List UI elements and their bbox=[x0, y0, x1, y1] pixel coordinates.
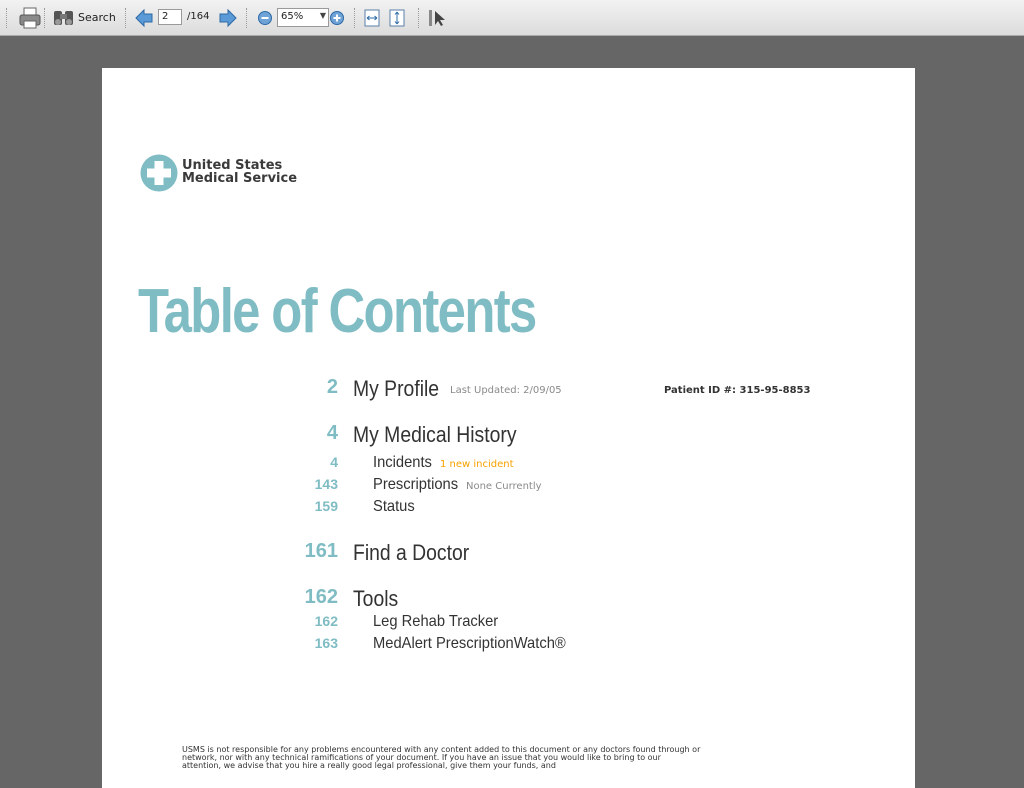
toolbar-grip bbox=[418, 8, 421, 28]
logo-line-1: United States bbox=[182, 158, 283, 173]
select-tool-icon bbox=[428, 8, 448, 28]
search-button[interactable] bbox=[52, 7, 118, 29]
new-incident-badge: 1 new incident bbox=[440, 459, 514, 470]
medical-cross-logo-icon bbox=[140, 154, 178, 192]
page-title: Table of Contents bbox=[138, 277, 536, 346]
zoom-out-button[interactable] bbox=[257, 10, 273, 30]
patient-id: Patient ID #: 315-95-8853 bbox=[664, 385, 811, 396]
page-total: /164 bbox=[187, 11, 210, 22]
toc-label: Prescriptions bbox=[373, 476, 459, 493]
toc-label: MedAlert PrescriptionWatch® bbox=[373, 635, 566, 652]
next-page-button[interactable] bbox=[218, 8, 238, 32]
zoom-value: 65% bbox=[281, 11, 304, 22]
toolbar-grip bbox=[354, 8, 357, 28]
organization-name bbox=[182, 159, 297, 185]
toolbar-grip bbox=[44, 8, 47, 28]
toc-label: My Profile bbox=[353, 376, 440, 401]
prev-page-icon bbox=[134, 8, 154, 28]
logo-line-2: Medical Service bbox=[182, 171, 298, 186]
legal-disclaimer: USMS is not responsible for any problems encountered with any content added to this document or any doctors found through or network, nor with any technical ramifications of your document. If you have an issue that you would like to bring to our attention, we advise that you hire a really good legal professional, give them your funds, and bbox=[182, 745, 701, 770]
viewer-toolbar bbox=[0, 0, 1024, 36]
toc-label: Status bbox=[373, 498, 415, 515]
zoom-out-icon bbox=[257, 10, 273, 26]
select-tool-button[interactable] bbox=[428, 8, 448, 32]
fit-width-icon bbox=[364, 9, 380, 27]
toc-label: Leg Rehab Tracker bbox=[373, 613, 499, 630]
toc-page-number: 2 bbox=[326, 376, 338, 398]
toolbar-grip bbox=[125, 8, 128, 28]
toc-page-number: 162 bbox=[304, 586, 338, 608]
toc-page-number: 162 bbox=[314, 613, 338, 629]
toc-label: Tools bbox=[353, 586, 399, 611]
toolbar-grip bbox=[246, 8, 249, 28]
toc-page-number: 143 bbox=[314, 476, 338, 492]
toc-page-number: 163 bbox=[314, 635, 338, 651]
next-page-icon bbox=[218, 8, 238, 28]
prescriptions-status-note: None Currently bbox=[466, 481, 542, 492]
prev-page-button[interactable] bbox=[134, 8, 154, 32]
page-number-input[interactable]: 2 bbox=[158, 9, 182, 25]
toc-page-number: 159 bbox=[314, 498, 338, 514]
last-updated-note: Last Updated: 2/09/05 bbox=[450, 385, 562, 396]
document-page bbox=[102, 68, 915, 788]
toolbar-grip bbox=[6, 8, 9, 28]
zoom-in-icon bbox=[329, 10, 345, 26]
fit-page-icon bbox=[389, 9, 405, 27]
toc-page-number: 161 bbox=[304, 540, 338, 562]
search-label: Search bbox=[78, 11, 116, 24]
toc-page-number: 4 bbox=[330, 454, 338, 470]
zoom-in-button[interactable] bbox=[329, 10, 345, 30]
toc-label: My Medical History bbox=[353, 422, 517, 447]
print-button[interactable] bbox=[18, 6, 42, 34]
toc-page-number: 4 bbox=[326, 422, 338, 444]
toc-label: Find a Doctor bbox=[353, 540, 470, 565]
fit-page-button[interactable] bbox=[389, 9, 405, 31]
fit-width-button[interactable] bbox=[364, 9, 380, 31]
search-binoculars-icon bbox=[52, 7, 76, 29]
chevron-down-icon: ▼ bbox=[319, 11, 326, 20]
print-icon bbox=[18, 6, 42, 30]
toc-label: Incidents bbox=[373, 454, 432, 471]
zoom-select[interactable] bbox=[277, 8, 329, 27]
